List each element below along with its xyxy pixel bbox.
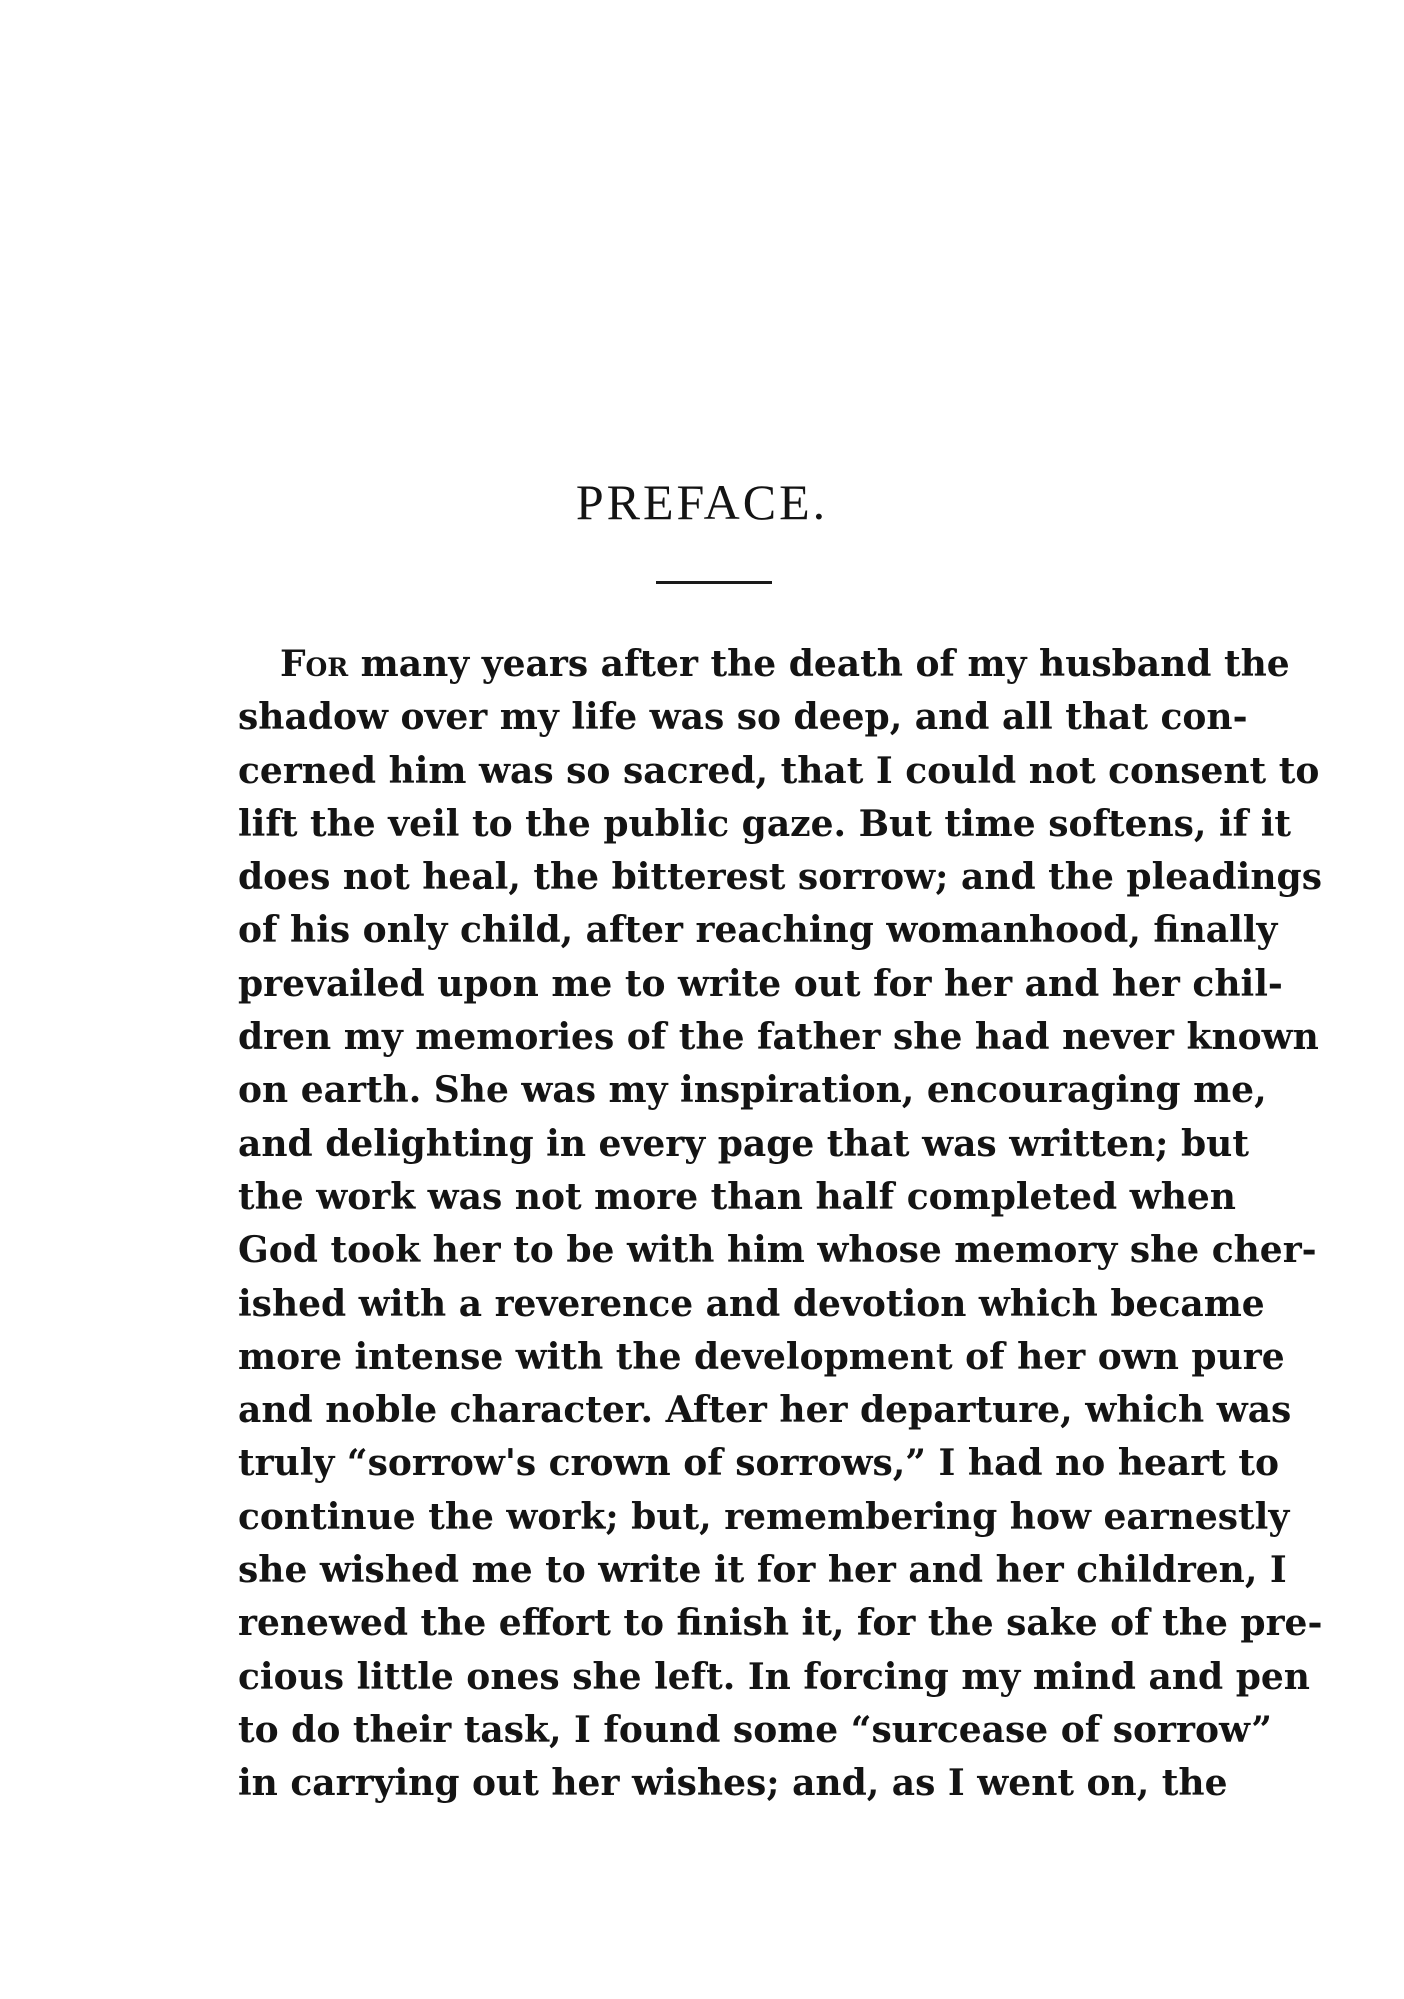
text-line — [238, 638, 1290, 691]
page-title: PREFACE. — [575, 474, 829, 530]
text-line: more intense with the development of her own pure — [238, 1335, 1285, 1378]
text-line: God took her to be with him whose memory she cher- — [238, 1229, 1317, 1272]
title-divider — [656, 581, 772, 584]
preface-paragraph — [238, 638, 1323, 1811]
text-line: dren my memories of the father she had never known — [238, 1016, 1319, 1059]
text-line-rest: many years after the death of my husband the — [348, 643, 1290, 685]
text-line: does not heal, the bitterest sorrow; and the pleadings — [238, 856, 1322, 899]
text-line: in carrying out her wishes; and, as I went on, the — [238, 1762, 1228, 1805]
text-line: continue the work; but, remembering how earnestly — [238, 1495, 1290, 1538]
text-line: cious little ones she left. In forcing my mind and pen — [238, 1655, 1310, 1698]
text-line: lift the veil to the public gaze. But time softens, if it — [238, 802, 1291, 845]
text-line: on earth. She was my inspiration, encouraging me, — [238, 1069, 1267, 1112]
text-line: prevailed upon me to write out for her and her chil- — [238, 962, 1283, 1005]
text-line: and noble character. After her departure, which was — [238, 1389, 1292, 1432]
text-line: renewed the effort to finish it, for the sake of the pre- — [238, 1602, 1323, 1645]
text-line: ished with a reverence and devotion which became — [238, 1282, 1265, 1325]
text-line: of his only child, after reaching womanhood, finally — [238, 909, 1278, 952]
text-line: cerned him was so sacred, that I could not consent to — [238, 749, 1320, 792]
text-line: the work was not more than half completed when — [238, 1175, 1236, 1218]
text-line: she wished me to write it for her and her children, I — [238, 1549, 1287, 1592]
text-line: shadow over my life was so deep, and all that con- — [238, 696, 1248, 739]
text-line: to do their task, I found some “surcease of sorrow” — [238, 1708, 1272, 1751]
opening-word: For — [280, 643, 349, 685]
text-line: truly “sorrow's crown of sorrows,” I had no heart to — [238, 1442, 1279, 1485]
text-line: and delighting in every page that was written; but — [238, 1122, 1249, 1165]
